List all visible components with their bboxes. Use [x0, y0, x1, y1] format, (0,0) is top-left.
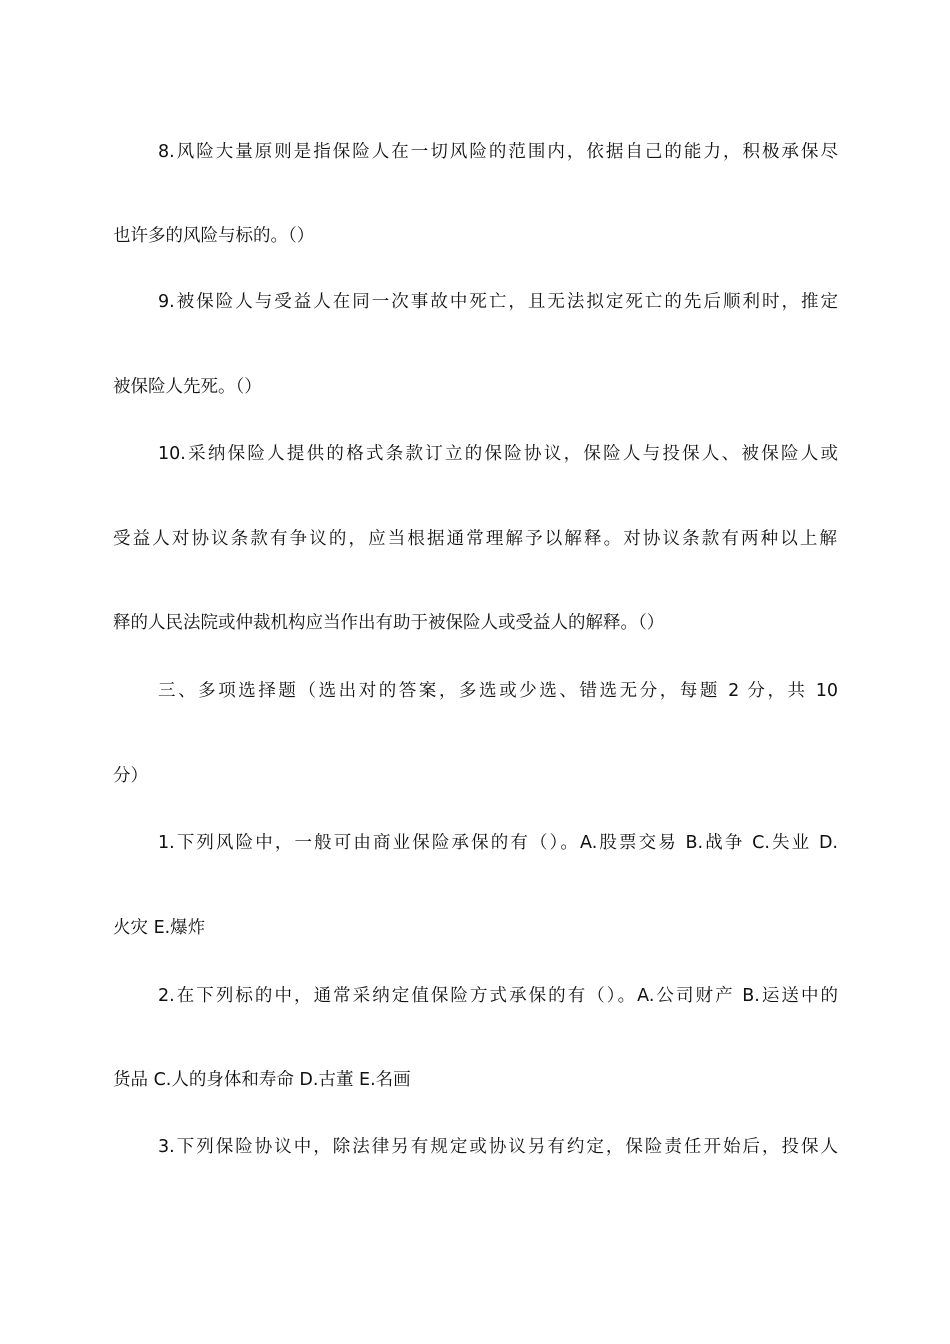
- mc-question-1-line-1: 1.下列风险中，一般可由商业保险承保的有（）。A.股票交易 B.战争 C.失业 D.: [158, 833, 838, 853]
- question-10-line-2: 受益人对协议条款有争议的，应当根据通常理解予以解释。对协议条款有两种以上解: [113, 529, 837, 549]
- mc-question-2-line-2: 货品 C.人的身体和寿命 D.古董 E.名画: [113, 1070, 411, 1090]
- question-8-line-1: 8.风险大量原则是指保险人在一切风险的范围内，依据自己的能力，积极承保尽: [158, 142, 838, 162]
- question-9-line-1: 9.被保险人与受益人在同一次事故中死亡，且无法拟定死亡的先后顺利时，推定: [158, 292, 838, 312]
- question-9-line-2: 被保险人先死。（）: [113, 377, 262, 397]
- mc-question-3-line-1: 3.下列保险协议中，除法律另有规定或协议另有约定，保险责任开始后，投保人: [158, 1137, 838, 1157]
- question-8-line-2: 也许多的风险与标的。（）: [113, 226, 315, 246]
- question-10-line-1: 10.采纳保险人提供的格式条款订立的保险协议，保险人与投保人、被保险人或: [158, 444, 838, 464]
- mc-question-1-line-2: 火灾 E.爆炸: [113, 918, 206, 938]
- mc-question-2-line-1: 2.在下列标的中，通常采纳定值保险方式承保的有（）。A.公司财产 B.运送中的: [158, 986, 838, 1006]
- section-heading-line-1: 三、多项选择题（选出对的答案，多选或少选、错选无分，每题 2 分，共 10: [158, 681, 838, 701]
- section-heading-line-2: 分）: [113, 766, 148, 786]
- question-10-line-3: 释的人民法院或仲裁机构应当作出有助于被保险人或受益人的解释。（）: [113, 613, 665, 633]
